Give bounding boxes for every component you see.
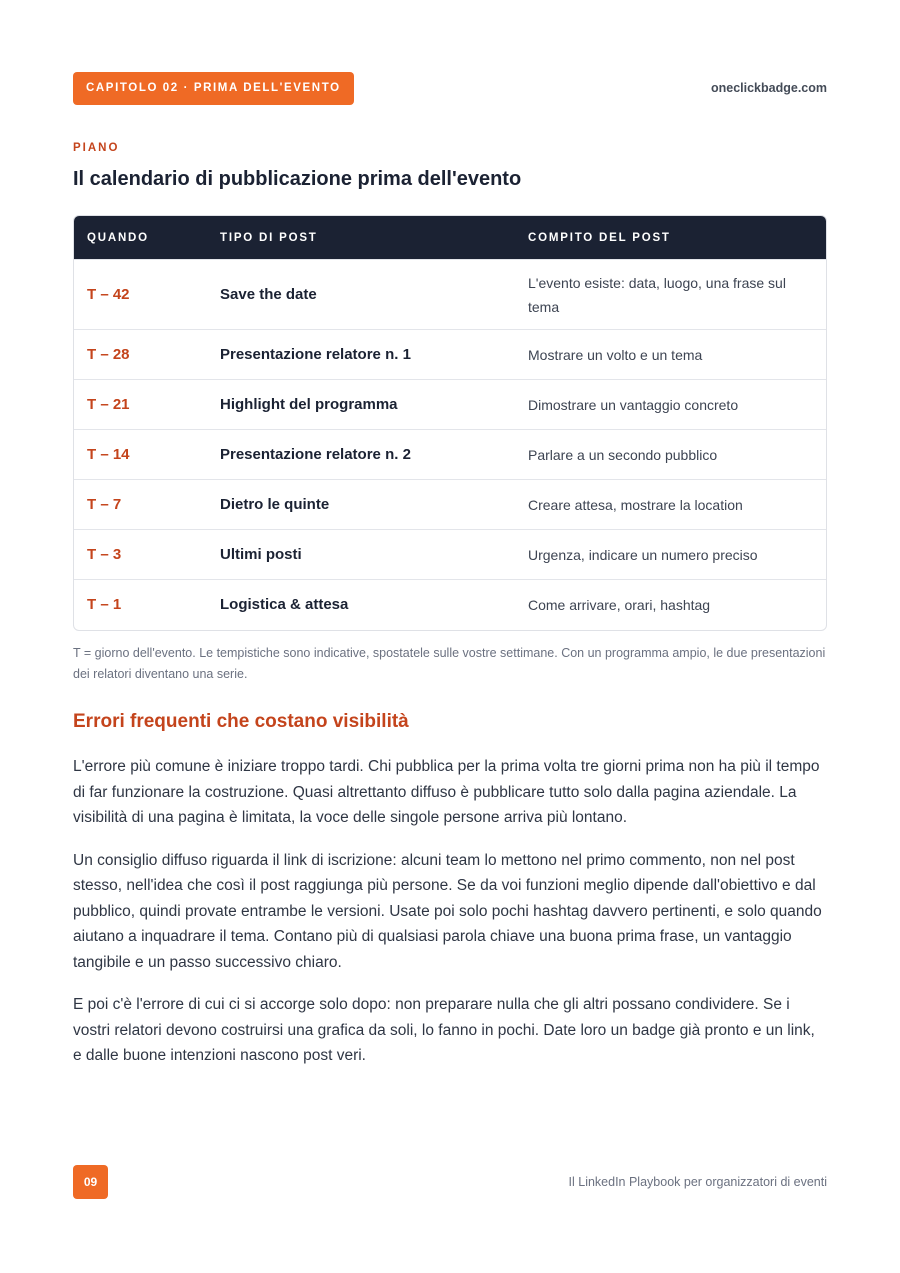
cell-when: T – 21 xyxy=(74,380,207,430)
cell-post-task: L'evento esiste: data, luogo, una frase sul tema xyxy=(515,260,826,330)
table-header-row xyxy=(74,216,826,260)
table-row xyxy=(74,330,826,380)
cell-post-task: Come arrivare, orari, hashtag xyxy=(515,580,826,630)
cell-post-task: Parlare a un secondo pubblico xyxy=(515,430,826,480)
errors-heading: Errori frequenti che costano visibilità xyxy=(73,711,409,732)
cell-post-type: Presentazione relatore n. 1 xyxy=(207,330,515,380)
top-bar xyxy=(73,72,827,105)
cell-post-task: Creare attesa, mostrare la location xyxy=(515,480,826,530)
column-header-post-type: TIPO DI POST xyxy=(207,216,515,260)
page xyxy=(73,0,827,1273)
table-row xyxy=(74,260,826,330)
table-row xyxy=(74,480,826,530)
cell-post-task: Mostrare un volto e un tema xyxy=(515,330,826,380)
section-eyebrow: PIANO xyxy=(73,142,120,154)
errors-body xyxy=(73,754,827,1086)
cell-post-type: Dietro le quinte xyxy=(207,480,515,530)
paragraph: Un consiglio diffuso riguarda il link di iscrizione: alcuni team lo mettono nel primo commento, non nel post stesso, nell'idea che così il post raggiunga più persone. Se da voi funzioni meglio dipende dall'obiettivo e dal pubblico, quindi provate entrambe le versioni. Usate poi solo pochi hashtag davvero pertinenti, e solo quando aiutano a inquadrare il tema. Contano più di qualsiasi parola chiave una buona prima frase, un vantaggio tangibile e un passo successivo chiaro. xyxy=(73,851,822,971)
cell-post-type: Highlight del programma xyxy=(207,380,515,430)
table-row xyxy=(74,580,826,630)
cell-when: T – 28 xyxy=(74,330,207,380)
column-header-post-task: COMPITO DEL POST xyxy=(515,216,826,260)
footer-book-title: Il LinkedIn Playbook per organizzatori di eventi xyxy=(568,1175,827,1189)
cell-when: T – 42 xyxy=(74,260,207,330)
cell-post-type: Ultimi posti xyxy=(207,530,515,580)
table-row xyxy=(74,530,826,580)
schedule-table xyxy=(73,215,827,631)
table-footnote: T = giorno dell'evento. Le tempistiche sono indicative, spostatele sulle vostre settimane. Con un programma ampio, le due presentazioni dei relatori diventano una serie. xyxy=(73,646,826,681)
paragraph: L'errore più comune è iniziare troppo tardi. Chi pubblica per la prima volta tre giorni prima non ha più il tempo di far funzionare la costruzione. Quasi altrettanto diffuso è pubblicare tutto solo dalla pagina aziendale. La visibilità di una pagina è limitata, la voce delle singole persone arriva più lontano. xyxy=(73,758,820,826)
site-url: oneclickbadge.com xyxy=(710,81,827,95)
column-header-when: QUANDO xyxy=(74,216,207,260)
table-row xyxy=(74,430,826,480)
section-title: Il calendario di pubblicazione prima dell'evento xyxy=(73,168,522,190)
page-number-badge: 09 xyxy=(73,1165,108,1199)
cell-when: T – 1 xyxy=(74,580,207,630)
chapter-badge: CAPITOLO 02 · PRIMA DELL'EVENTO xyxy=(73,72,354,105)
paragraph: E poi c'è l'errore di cui ci si accorge solo dopo: non preparare nulla che gli altri possano condividere. Se i vostri relatori devono costruirsi una grafica da soli, lo fanno in pochi. Date loro un badge già pronto e un link, e dalle buone intenzioni nascono post veri. xyxy=(73,996,815,1064)
cell-post-type: Save the date xyxy=(207,260,515,330)
cell-post-task: Dimostrare un vantaggio concreto xyxy=(515,380,826,430)
cell-post-type: Presentazione relatore n. 2 xyxy=(207,430,515,480)
cell-post-type: Logistica & attesa xyxy=(207,580,515,630)
cell-when: T – 3 xyxy=(74,530,207,580)
cell-when: T – 14 xyxy=(74,430,207,480)
table-row xyxy=(74,380,826,430)
cell-when: T – 7 xyxy=(74,480,207,530)
cell-post-task: Urgenza, indicare un numero preciso xyxy=(515,530,826,580)
